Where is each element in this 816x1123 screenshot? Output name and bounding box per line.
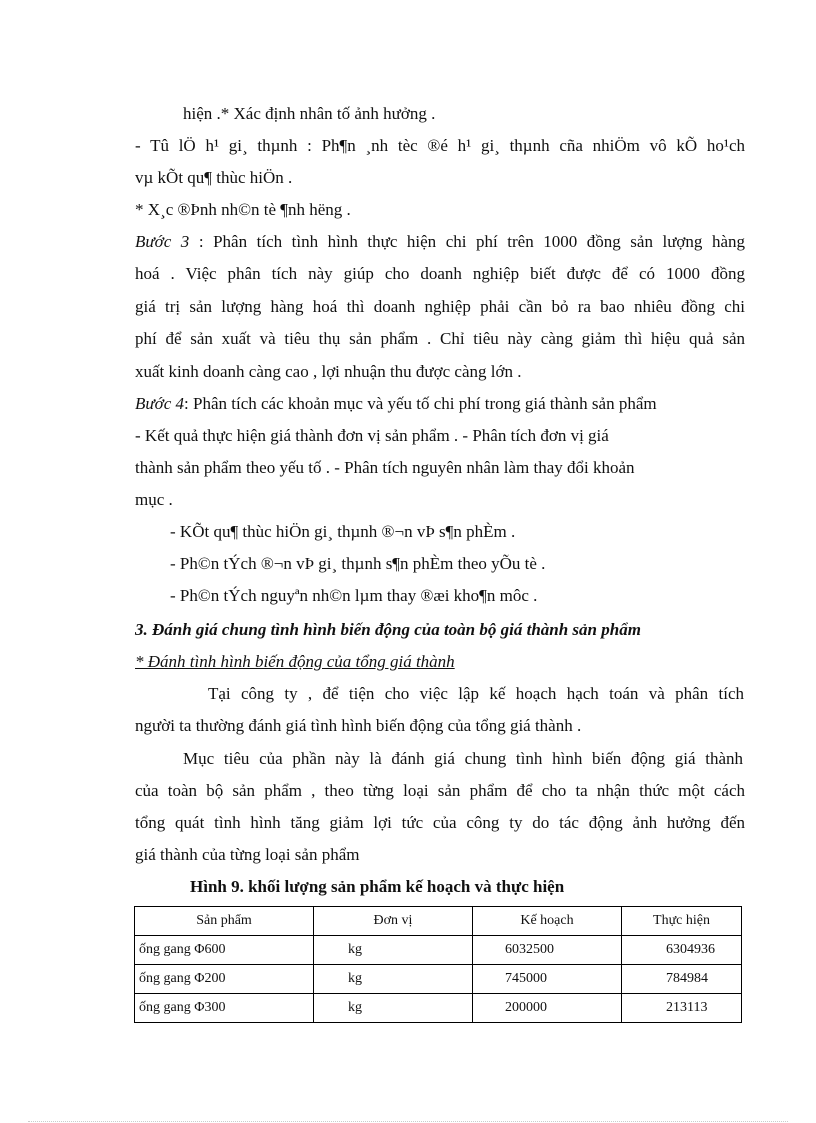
table-row [135, 994, 742, 1023]
text-line: của toàn bộ sản phẩm , theo từng loại sản phẩm để cho ta nhận thức một cách [135, 781, 745, 800]
text-line: người ta thường đánh giá tình hình biến động của tổng giá thành . [135, 716, 582, 735]
header-product: Sản phẩm [135, 907, 314, 936]
page-bottom-divider [28, 1121, 788, 1122]
text-line: - Ph©n tÝch nguyªn nh©n lµm thay ®æi kho¶n môc . [170, 586, 538, 605]
cell-product: ống gang Φ600 [135, 936, 314, 965]
text-line: Tại công ty , để tiện cho việc lập kế hoạch hạch toán và phân tích [208, 684, 744, 703]
text-line: - KÕt qu¶ thùc hiÖn gi¸ thµnh ®¬n vÞ s¶n phÈm . [170, 522, 516, 541]
text-line: xuất kinh doanh càng cao , lợi nhuận thu được càng lớn . [135, 362, 522, 381]
cell-unit: kg [314, 936, 473, 965]
step-3-text: : Phân tích tình hình thực hiện chi phí trên 1000 đồng sản lượng hàng [189, 232, 745, 251]
cell-actual: 784984 [622, 965, 742, 994]
table-row [135, 965, 742, 994]
text-line: mục . [135, 490, 173, 509]
step-3-line [135, 231, 745, 253]
cell-product: ống gang Φ300 [135, 994, 314, 1023]
cell-plan: 6032500 [473, 936, 622, 965]
header-actual: Thực hiện [622, 907, 742, 936]
text-line: giá thành của từng loại sản phẩm [135, 845, 360, 864]
step-4-label: Bước 4 [135, 394, 185, 413]
cell-plan: 200000 [473, 994, 622, 1023]
text-line: tổng quát tình hình tăng giảm lợi tức của công ty do tác động ảnh hưởng đến [135, 813, 745, 832]
text-line: hiện .* Xác định nhân tố ảnh hưởng . [183, 104, 436, 123]
text-line: phí để sản xuất và tiêu thụ sản phẩm . Chỉ tiêu này càng giảm thì hiệu quả sản [135, 329, 745, 348]
cell-plan: 745000 [473, 965, 622, 994]
cell-unit: kg [314, 994, 473, 1023]
header-unit: Đơn vị [314, 907, 473, 936]
text-line: giá trị sản lượng hàng hoá thì doanh nghiệp phải cần bỏ ra bao nhiêu đồng chi [135, 297, 745, 316]
text-line: - Tû lÖ h¹ gi¸ thµnh : Ph¶n ¸nh tèc ®é h¹ gi¸ thµnh cña nhiÖm vô kÕ ho¹ch [135, 136, 745, 155]
step-4-line [135, 393, 745, 415]
text-line: - Ph©n tÝch ®¬n vÞ gi¸ thµnh s¶n phÈm theo yÕu tè . [170, 554, 546, 573]
text-line: hoá . Việc phân tích này giúp cho doanh nghiệp biết được để có 1000 đồng [135, 264, 745, 283]
cell-product: ống gang Φ200 [135, 965, 314, 994]
text-line: vµ kÕt qu¶ thùc hiÖn . [135, 168, 293, 187]
cell-unit: kg [314, 965, 473, 994]
header-plan: Kế hoạch [473, 907, 622, 936]
table-row [135, 936, 742, 965]
cell-actual: 213113 [622, 994, 742, 1023]
text-line: Mục tiêu của phần này là đánh giá chung tình hình biến động giá thành [183, 749, 743, 768]
step-3-label: Bước 3 [135, 232, 190, 251]
text-line: * X¸c ®Þnh nh©n tè ¶nh hëng . [135, 200, 351, 219]
text-line: thành sản phẩm theo yếu tố . - Phân tích nguyên nhân làm thay đổi khoản [135, 458, 635, 477]
sub-heading: * Đánh tình hình biến động của tổng giá thành [135, 652, 455, 671]
step-4-text: : Phân tích các khoản mục và yếu tố chi phí trong giá thành sản phẩm [184, 394, 657, 413]
text-line: - Kết quả thực hiện giá thành đơn vị sản phẩm . - Phân tích đơn vị giá [135, 426, 609, 445]
product-table [134, 906, 742, 1023]
table-header-row [135, 907, 742, 936]
table-caption: Hình 9. khối lượng sản phẩm kế hoạch và thực hiện [190, 877, 565, 896]
section-heading: 3. Đánh giá chung tình hình biến động của toàn bộ giá thành sản phẩm [135, 620, 641, 639]
cell-actual: 6304936 [622, 936, 742, 965]
